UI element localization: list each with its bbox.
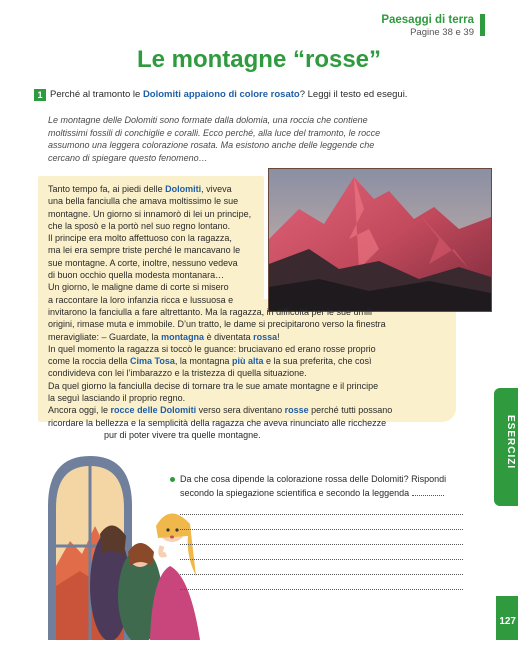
exercise-line: Da che cosa dipende la colorazione rossa delle Dolomiti? Rispondi: [180, 474, 447, 484]
intro-line: Le montagne delle Dolomiti sono formate dalla dolomia, una roccia che contiene: [48, 115, 368, 125]
story-line: In quel momento la ragazza si toccò le guance: bruciavano ed erano rosse proprio: [48, 343, 376, 354]
exercise-question: [180, 473, 470, 500]
answer-line[interactable]: [180, 574, 463, 575]
exercise-bullet: [170, 477, 175, 482]
story-line: invitarono la fanciulla a fare altrettanto. Ma la ragazza, in difficoltà per le sue umili: [48, 306, 373, 317]
story-line: sue montagne. A corte, inoltre, nessuno vedeva: [48, 257, 238, 268]
story-line: che la sposò e la portò nel suo regno lontano.: [48, 220, 231, 231]
story-line: Il principe era molto affettuoso con la ragazza,: [48, 233, 232, 244]
answer-line[interactable]: [180, 529, 463, 530]
answer-line[interactable]: [180, 514, 463, 515]
story-line: Tanto tempo fa, ai piedi delle Dolomiti, viveva: [48, 184, 232, 194]
intro-line: assumono una leggera colorazione rosata. Ma esistono anche delle leggende che: [48, 140, 375, 151]
section-pages: Pagine 38 e 39: [410, 27, 474, 38]
question-text: Perché al tramonto le Dolomiti appaiono di colore rosato? Leggi il testo ed esegui.: [50, 89, 408, 100]
story-line: condivideva con lei l’imbarazzo e la tristezza di quella situazione.: [48, 368, 307, 379]
story-line: ricordare la bellezza e la semplicità della ragazza che aveva rinunciato alle ricchezze: [48, 417, 387, 428]
story-line: una bella fanciulla che amava moltissimo le sue: [48, 196, 239, 207]
section-marker: [480, 14, 485, 36]
question-number: 1: [34, 89, 46, 101]
answer-line[interactable]: [180, 559, 463, 560]
answer-line[interactable]: [180, 544, 463, 545]
story-line: la seguì lasciando il proprio regno.: [48, 393, 186, 404]
story-line: come la roccia della Cima Tosa, la montagna più alta e la sua preferita, che così: [48, 356, 372, 367]
story-line: meravigliate: – Guardate, la montagna è diventata rossa!: [48, 331, 280, 342]
story-line: Da quel giorno la fanciulla decise di tornare tra le sue amate montagne e il principe: [48, 380, 379, 391]
page-number: 127: [499, 616, 516, 627]
section-title: Paesaggi di terra: [381, 14, 474, 26]
story-line: pur di poter vivere tra quelle montagne.: [104, 429, 261, 440]
story-line: ma lei era sempre triste perché le mancavano le: [48, 245, 241, 256]
answer-line[interactable]: [180, 589, 463, 590]
story-line: di buon occhio quella modesta montanara…: [48, 270, 225, 281]
intro-line: moltissimi fossili di conchiglie e coralli. Ecco perché, alla luce del tramonto, le rocce: [48, 127, 381, 138]
story-line: Ancora oggi, le rocce delle Dolomiti verso sera diventano rosse perché tutti possano: [48, 405, 393, 416]
intro-line: cercano di spiegare questo fenomeno…: [48, 152, 208, 163]
story-line: montagne. Un giorno si innamorò di lei un principe,: [48, 208, 252, 219]
side-tab-label: ESERCIZI: [505, 415, 516, 470]
story-line: a raccontare la loro infanzia ricca e lussuosa e: [48, 294, 234, 305]
exercise-line: secondo la spiegazione scientifica e secondo la leggenda: [180, 487, 470, 501]
story-line: origini, rimase muta e immobile. D’un tratto, le dame si precipitarono verso la finestra: [48, 319, 386, 330]
story-line: Un giorno, le maligne dame di corte si misero: [48, 282, 229, 293]
intro-paragraph: [48, 114, 408, 164]
page-title: Le montagne “rosse”: [136, 46, 382, 73]
story-column: [48, 183, 392, 441]
